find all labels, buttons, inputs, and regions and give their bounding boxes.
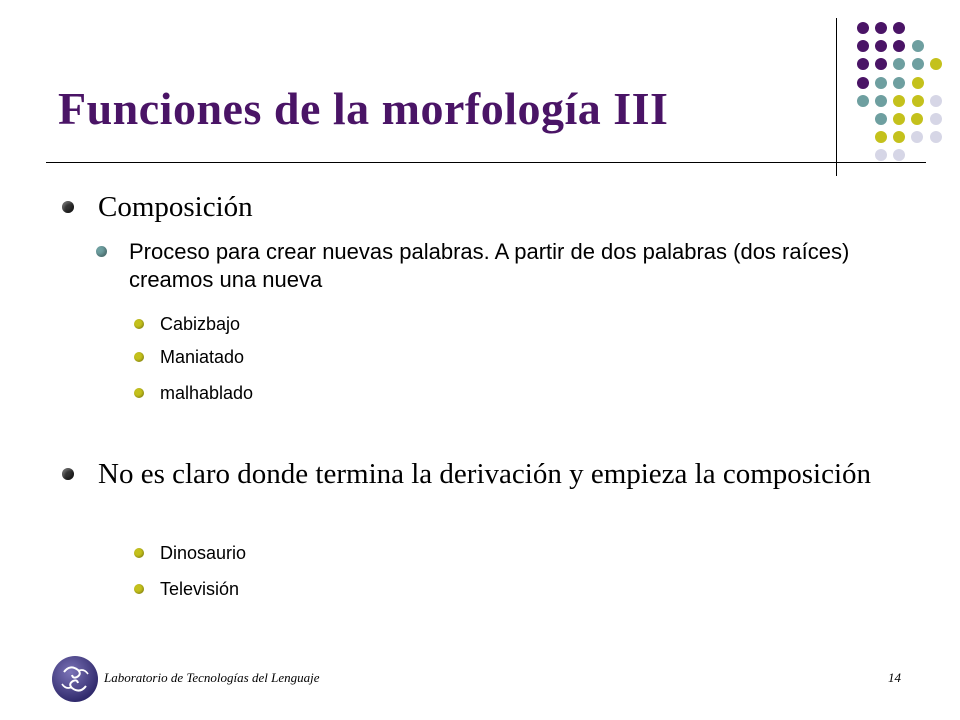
sub-bullet-dot-icon bbox=[96, 246, 107, 257]
bullet-dot-icon bbox=[62, 201, 74, 213]
decorative-dot bbox=[893, 131, 905, 143]
decorative-dot bbox=[875, 113, 887, 125]
decorative-dot bbox=[893, 149, 905, 161]
item-text: Televisión bbox=[160, 579, 240, 599]
bullet-composicion bbox=[62, 190, 922, 225]
decorative-dot bbox=[875, 149, 887, 161]
decorative-dot bbox=[857, 40, 869, 52]
decorative-dot bbox=[930, 95, 942, 107]
list-item-television bbox=[134, 578, 239, 600]
decorative-dot bbox=[857, 95, 869, 107]
title-underline bbox=[46, 162, 926, 163]
decorative-dot bbox=[857, 58, 869, 70]
list-item-dinosaurio bbox=[134, 542, 246, 564]
bullet-dot-icon bbox=[62, 468, 74, 480]
decorative-dot bbox=[911, 113, 923, 125]
decorative-dot bbox=[912, 58, 924, 70]
item-dot-icon bbox=[134, 319, 144, 329]
sub-bullet-text: Proceso para crear nuevas palabras. A partir de dos palabras (dos raíces) creamos una nueva bbox=[129, 239, 850, 292]
decorative-dot bbox=[857, 22, 869, 34]
decorative-dot bbox=[893, 95, 905, 107]
item-text: malhablado bbox=[160, 383, 254, 403]
decorative-dot bbox=[857, 77, 869, 89]
decorative-dot bbox=[875, 131, 887, 143]
decorative-dot bbox=[912, 95, 924, 107]
decorative-dot bbox=[930, 58, 942, 70]
vertical-divider bbox=[836, 18, 837, 176]
page-number: 14 bbox=[888, 670, 901, 685]
decorative-dot bbox=[912, 40, 924, 52]
decorative-dot bbox=[893, 40, 905, 52]
decorative-dot bbox=[930, 131, 942, 143]
list-item-cabizbajo bbox=[134, 313, 240, 335]
bullet-text: Composición bbox=[98, 191, 253, 223]
decorative-dot bbox=[875, 95, 887, 107]
decorative-dot bbox=[911, 131, 923, 143]
decorative-dot bbox=[930, 113, 942, 125]
decorative-dot bbox=[893, 113, 905, 125]
slide-title: Funciones de la morfología III bbox=[58, 83, 669, 134]
decorative-dot bbox=[875, 22, 887, 34]
spiral-logo-icon bbox=[50, 654, 100, 704]
decorative-dot bbox=[875, 77, 887, 89]
decorative-dot bbox=[893, 58, 905, 70]
decorative-dot bbox=[893, 77, 905, 89]
item-dot-icon bbox=[134, 584, 144, 594]
bullet-text: No es claro donde termina la derivación y empieza la composición bbox=[98, 458, 872, 490]
item-dot-icon bbox=[134, 352, 144, 362]
decorative-dot bbox=[893, 22, 905, 34]
list-item-maniatado bbox=[134, 346, 244, 368]
decorative-dot bbox=[875, 58, 887, 70]
item-text: Maniatado bbox=[160, 347, 245, 367]
footer-lab-name: Laboratorio de Tecnologías del Lenguaje bbox=[104, 670, 320, 685]
item-dot-icon bbox=[134, 548, 144, 558]
bullet-derivacion bbox=[62, 457, 892, 492]
item-dot-icon bbox=[134, 388, 144, 398]
list-item-malhablado bbox=[134, 382, 253, 404]
item-text: Cabizbajo bbox=[160, 314, 241, 334]
sub-bullet-proceso bbox=[96, 238, 866, 294]
item-text: Dinosaurio bbox=[160, 543, 247, 563]
decorative-dot bbox=[912, 77, 924, 89]
decorative-dot bbox=[875, 40, 887, 52]
